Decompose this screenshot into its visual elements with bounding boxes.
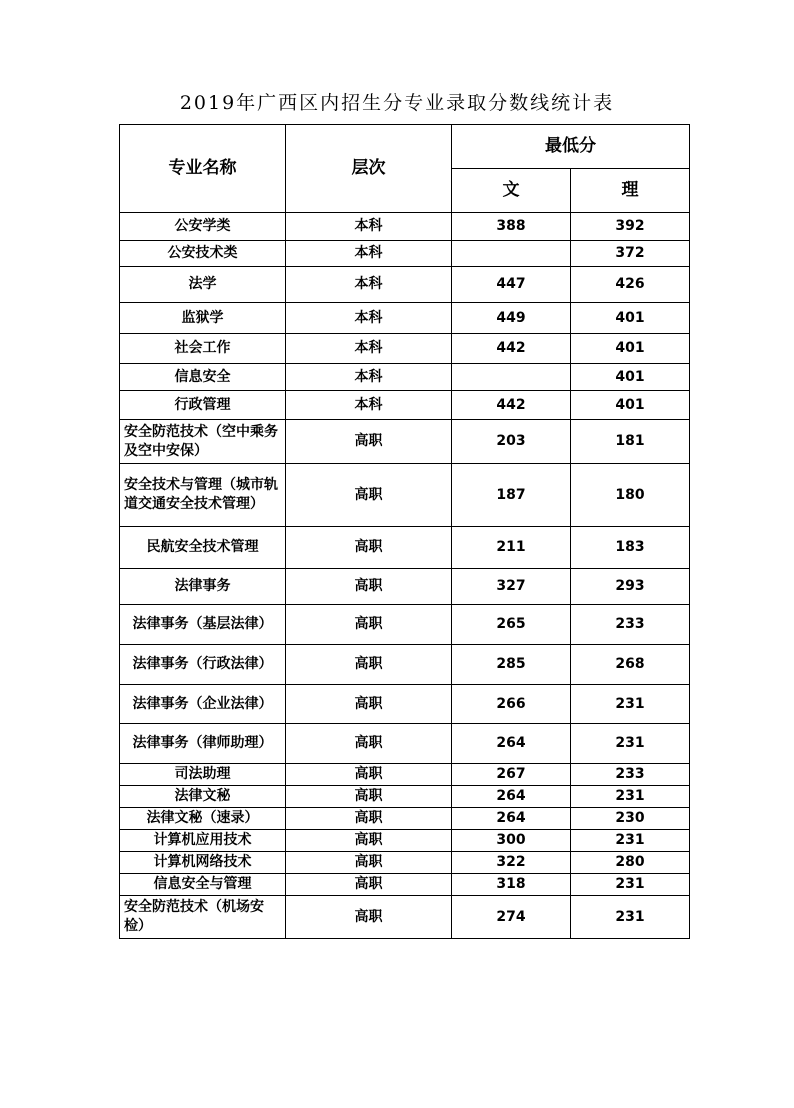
- level-cell: 高职: [286, 830, 452, 852]
- li-score-cell: 231: [571, 724, 690, 764]
- level-cell: 高职: [286, 896, 452, 939]
- li-score-cell: 233: [571, 764, 690, 786]
- major-cell: 计算机应用技术: [120, 830, 286, 852]
- li-score-cell: 392: [571, 213, 690, 241]
- wen-score-cell: [452, 364, 571, 391]
- level-cell: 本科: [286, 303, 452, 334]
- level-cell: 高职: [286, 464, 452, 527]
- li-score-cell: 231: [571, 830, 690, 852]
- table-row: [120, 830, 690, 852]
- major-cell: 行政管理: [120, 391, 286, 420]
- major-cell: 安全技术与管理（城市轨道交通安全技术管理）: [120, 464, 286, 527]
- major-cell: 安全防范技术（机场安检）: [120, 896, 286, 939]
- wen-score-cell: 264: [452, 808, 571, 830]
- wen-score-cell: 264: [452, 786, 571, 808]
- table-row: [120, 303, 690, 334]
- table-row: [120, 267, 690, 303]
- wen-score-cell: 274: [452, 896, 571, 939]
- level-cell: 高职: [286, 724, 452, 764]
- major-cell: 监狱学: [120, 303, 286, 334]
- major-cell: 法律文秘（速录）: [120, 808, 286, 830]
- major-cell: 司法助理: [120, 764, 286, 786]
- major-cell: 法学: [120, 267, 286, 303]
- wen-score-cell: 211: [452, 527, 571, 569]
- li-score-cell: 401: [571, 391, 690, 420]
- level-cell: 高职: [286, 685, 452, 724]
- wen-score-cell: 442: [452, 391, 571, 420]
- major-cell: 法律事务（行政法律）: [120, 645, 286, 685]
- li-score-cell: 180: [571, 464, 690, 527]
- table-row: [120, 685, 690, 724]
- major-cell: 安全防范技术（空中乘务及空中安保）: [120, 420, 286, 464]
- li-score-cell: 268: [571, 645, 690, 685]
- wen-score-cell: 447: [452, 267, 571, 303]
- score-table: [119, 124, 690, 939]
- table-row: [120, 605, 690, 645]
- table-row: [120, 786, 690, 808]
- table-row: [120, 874, 690, 896]
- table-row: [120, 852, 690, 874]
- wen-score-cell: 388: [452, 213, 571, 241]
- wen-score-cell: 322: [452, 852, 571, 874]
- li-score-cell: 231: [571, 896, 690, 939]
- wen-score-cell: 449: [452, 303, 571, 334]
- table-row: [120, 808, 690, 830]
- table-row: [120, 724, 690, 764]
- major-cell: 信息安全与管理: [120, 874, 286, 896]
- header-li: 理: [571, 169, 690, 213]
- level-cell: 高职: [286, 569, 452, 605]
- level-cell: 本科: [286, 391, 452, 420]
- table-row: [120, 645, 690, 685]
- major-cell: 法律事务（律师助理）: [120, 724, 286, 764]
- li-score-cell: 280: [571, 852, 690, 874]
- level-cell: 高职: [286, 420, 452, 464]
- level-cell: 本科: [286, 213, 452, 241]
- header-major: 专业名称: [120, 125, 286, 213]
- major-cell: 法律事务（企业法律）: [120, 685, 286, 724]
- wen-score-cell: 266: [452, 685, 571, 724]
- level-cell: 本科: [286, 334, 452, 364]
- major-cell: 计算机网络技术: [120, 852, 286, 874]
- level-cell: 高职: [286, 605, 452, 645]
- li-score-cell: 372: [571, 241, 690, 267]
- level-cell: 高职: [286, 645, 452, 685]
- li-score-cell: 401: [571, 364, 690, 391]
- li-score-cell: 401: [571, 303, 690, 334]
- page-title: 2019年广西区内招生分专业录取分数线统计表: [179, 92, 615, 114]
- li-score-cell: 230: [571, 808, 690, 830]
- table-row: [120, 334, 690, 364]
- wen-score-cell: 203: [452, 420, 571, 464]
- table-row: [120, 420, 690, 464]
- major-cell: 民航安全技术管理: [120, 527, 286, 569]
- level-cell: 高职: [286, 527, 452, 569]
- wen-score-cell: 265: [452, 605, 571, 645]
- major-cell: 法律事务（基层法律）: [120, 605, 286, 645]
- major-cell: 公安学类: [120, 213, 286, 241]
- level-cell: 高职: [286, 786, 452, 808]
- table-body: [120, 213, 690, 939]
- table-row: [120, 241, 690, 267]
- major-cell: 社会工作: [120, 334, 286, 364]
- table-row: [120, 464, 690, 527]
- wen-score-cell: [452, 241, 571, 267]
- wen-score-cell: 285: [452, 645, 571, 685]
- li-score-cell: 401: [571, 334, 690, 364]
- wen-score-cell: 300: [452, 830, 571, 852]
- li-score-cell: 183: [571, 527, 690, 569]
- major-cell: 法律文秘: [120, 786, 286, 808]
- level-cell: 高职: [286, 808, 452, 830]
- li-score-cell: 233: [571, 605, 690, 645]
- table-row: [120, 213, 690, 241]
- li-score-cell: 231: [571, 874, 690, 896]
- wen-score-cell: 267: [452, 764, 571, 786]
- table-row: [120, 364, 690, 391]
- table-row: [120, 391, 690, 420]
- li-score-cell: 231: [571, 786, 690, 808]
- wen-score-cell: 327: [452, 569, 571, 605]
- table-row: [120, 569, 690, 605]
- header-min-score: 最低分: [452, 125, 690, 169]
- li-score-cell: 231: [571, 685, 690, 724]
- level-cell: 高职: [286, 874, 452, 896]
- table-row: [120, 896, 690, 939]
- li-score-cell: 293: [571, 569, 690, 605]
- level-cell: 本科: [286, 267, 452, 303]
- level-cell: 高职: [286, 764, 452, 786]
- major-cell: 法律事务: [120, 569, 286, 605]
- li-score-cell: 181: [571, 420, 690, 464]
- wen-score-cell: 264: [452, 724, 571, 764]
- li-score-cell: 426: [571, 267, 690, 303]
- level-cell: 本科: [286, 241, 452, 267]
- major-cell: 公安技术类: [120, 241, 286, 267]
- header-wen: 文: [452, 169, 571, 213]
- level-cell: 本科: [286, 364, 452, 391]
- header-level: 层次: [286, 125, 452, 213]
- major-cell: 信息安全: [120, 364, 286, 391]
- wen-score-cell: 187: [452, 464, 571, 527]
- table-row: [120, 527, 690, 569]
- wen-score-cell: 318: [452, 874, 571, 896]
- level-cell: 高职: [286, 852, 452, 874]
- table-row: [120, 764, 690, 786]
- wen-score-cell: 442: [452, 334, 571, 364]
